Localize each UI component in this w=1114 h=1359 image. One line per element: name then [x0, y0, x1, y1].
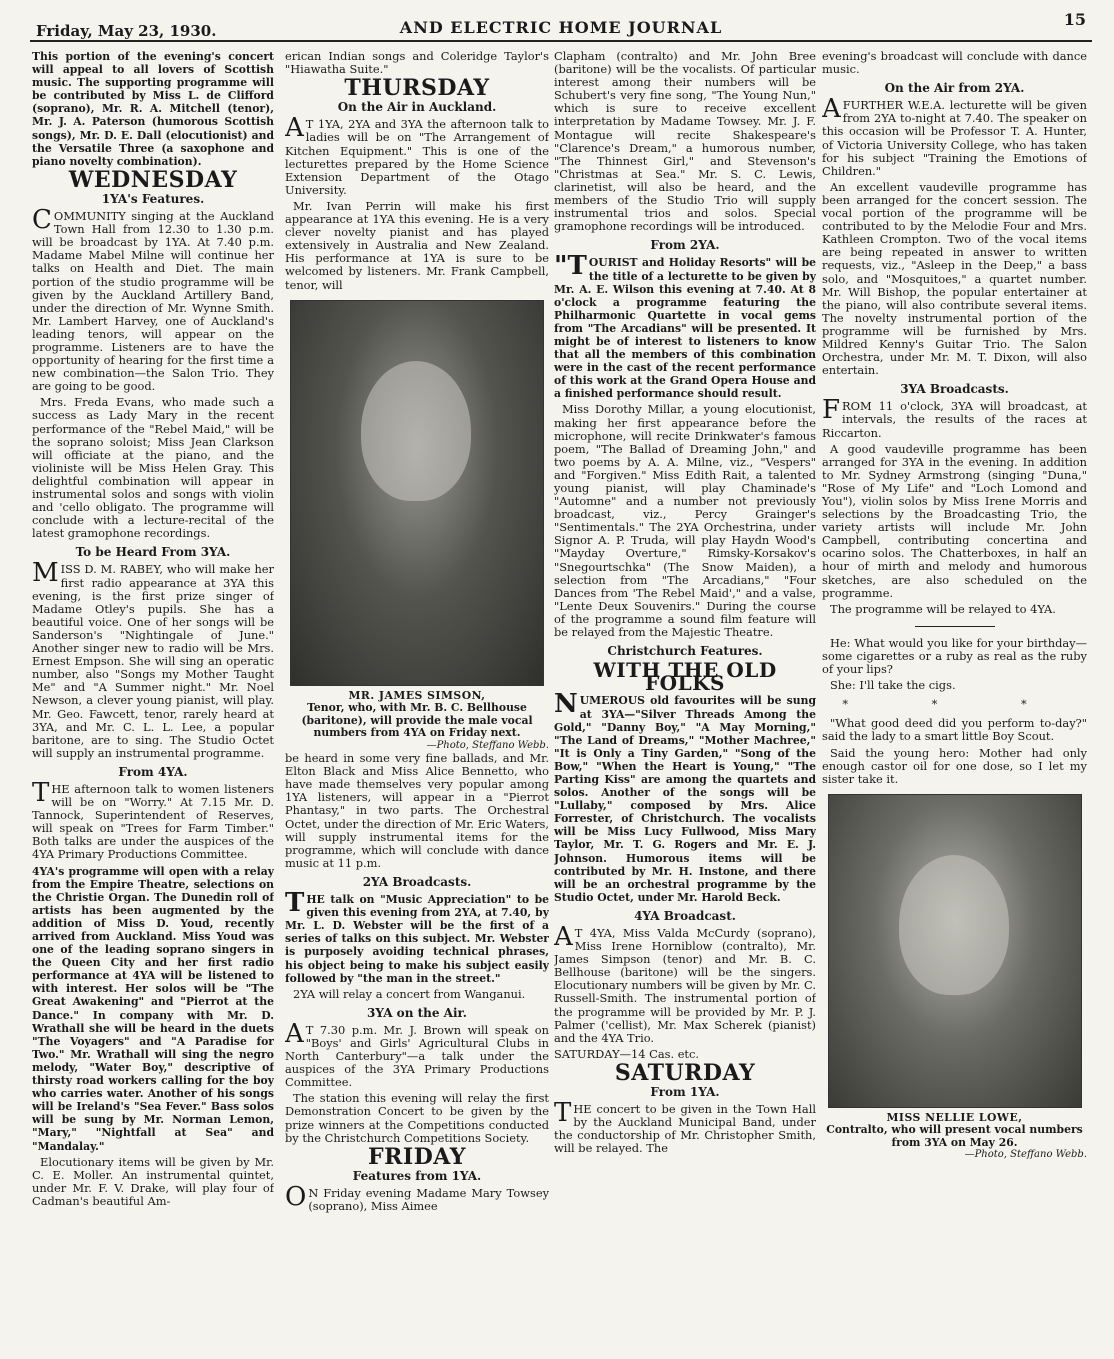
article-paragraph: SATURDAY—14 Cas. etc.: [554, 1046, 700, 1061]
photo-caption: [822, 1112, 1087, 1162]
subheading-4ya-broadcast: 4YA Broadcast.: [634, 908, 736, 923]
section-divider: [915, 626, 995, 627]
article-paragraph: erican Indian songs and Coleridge Taylor's "Hiawatha Suite.": [285, 50, 549, 77]
subheading-1ya-features: 1YA's Features.: [101, 191, 205, 206]
issue-date: Friday, May 23, 1930.: [36, 22, 217, 40]
subheading-3ya-broadcasts: 3YA Broadcasts.: [900, 382, 1009, 397]
article-paragraph: evening's broadcast will conclude with dance music.: [822, 50, 1087, 77]
article-paragraph-bold: NUMEROUS old favourites will be sung at 3YA—"Silver Threads Among the Gold," "Danny Boy," "A May Morning," "The Land of Dreams," "Mother Machree," "It is Only a Tiny Garden," "Song of the Bow," "When the Heart is Young," "The Parting Kiss" are among the quartets and solos. Another of the songs will be "Lullaby," composed by Mrs. Alice Forrester, of Christchurch. The vocalists will be Miss Lucy Fullwood, Miss Mary Taylor, Mr. T. G. Rogers and Mr. E. J. Johnson. Humorous items will be contributed by Mr. H. Instone, and there will be an orchestral programme by the Studio Octet, under Mr. Harold Beck.: [554, 689, 816, 904]
subheading-from-4ya: From 4YA.: [118, 764, 188, 779]
joke-line: She: I'll take the cigs.: [830, 678, 956, 693]
article-paragraph-bold: THE talk on "Music Appreciation" to be given this evening from 2YA, at 7.40, by Mr. L. D. Webster will be the first of a series of talks on this subject. Mr. Webster is purposely avoiding technical phrases, his object being to make his subject easily followed by "the man in the street.": [285, 888, 549, 985]
joke-line: He: What would you like for your birthday—some cigarettes or a ruby as real as the ruby of your lips?: [822, 635, 1087, 677]
article-paragraph-bold: "TOURIST and Holiday Resorts" will be the title of a lecturette to be given by Mr. A. E. Wilson this evening at 7.40. At 8 o'clock a programme featuring the Philharmonic Quartette in vocal gems from "The Arcadians" will be presented. It might be of interest to listeners to know that all the members of this combination were in the cast of the recent performance of this work at the Grand Opera House and a finished performance should result.: [554, 251, 816, 401]
portrait-face: [899, 855, 1009, 995]
photo-caption: [285, 690, 549, 753]
old-folks-heading: WITH THE OLD FOLKS: [593, 658, 777, 696]
scottish-intro: This portion of the evening's concert will appeal to all lovers of Scottish music. The supporting programme will be contributed by Miss L. de Clifford (soprano), Mr. R. A. Mitchell (tenor), Mr. J. A. Paterson (humorous Scottish songs), Mr. D. E. Dall (elocutionist) and the Versatile Three (a saxophone and piano novelty combination).: [32, 50, 274, 168]
article-paragraph-bold: 4YA's programme will open with a relay from the Empire Theatre, selections on the Christie Organ. The Dunedin roll of artists has been augmented by the addition of Miss D. Youd, recently arrived from Auckland. Miss Youd was one of the leading soprano singers in the Queen City and her first radio performance at 4YA will be listened to with interest. Her solos will be "The Great Awakening" and "Pierrot at the Dance." In company with Mr. D. Wrathall she will be heard in the duets "The Voyagers" and "A Paradise for Two." Mr. Wrathall will sing the negro melody, "Water Boy," descriptive of thirsty road workers calling for the boy who carries water. Another of his songs will be Ireland's "Sea Fever." Bass solos will be sung by Mr. Norman Lemon, "Mary," "Nightfall at Sea" and "Mandalay.": [32, 864, 274, 1153]
subheading-3ya-air: 3YA on the Air.: [367, 1005, 467, 1020]
subheading-christchurch: Christchurch Features.: [607, 644, 763, 659]
saturday-heading: SATURDAY: [614, 1059, 756, 1086]
caption-credit: —Photo, Steffano Webb.: [964, 1149, 1087, 1161]
column-1: [32, 50, 274, 1211]
article-paragraph: AT 4YA, Miss Valda McCurdy (soprano), Miss Irene Horniblow (contralto), Mr. James Simpson (tenor) and Mr. B. C. Bellhouse (baritone) will be the singers. Elocutionary numbers will be given by Mr. C. Russell-Smith. The instrumental portion of the programme will be provided by Mr. P. J. Palmer ('cellist), Mr. Max Scherek (pianist) and the 4YA Trio.: [554, 922, 816, 1045]
friday-heading: FRIDAY: [368, 1143, 466, 1170]
star-separator: * * *: [842, 697, 1067, 712]
joke-line: "What good deed did you perform to-day?" said the lady to a smart little Boy Scout.: [822, 716, 1087, 744]
subheading-heard-3ya: To be Heard From 3YA.: [75, 545, 231, 560]
photo-james-simson: [290, 300, 544, 686]
column-4: [822, 50, 1087, 1162]
column-2: [285, 50, 549, 1216]
article-paragraph: AT 7.30 p.m. Mr. J. Brown will speak on "Boys' and Girls' Agricultural Clubs in North Canterbury"—a talk under the auspices of the 3YA Primary Productions Committee.: [285, 1018, 549, 1090]
article-paragraph: A good vaudeville programme has been arranged for 3YA in the evening. In addition to Mr. Sydney Armstrong (singing "Duna," "Rose of My Life" and "Loch Lomond and You"), violin solos by Miss Irene Morris and selections by the Broadcasting Trio, the variety artists will include Mr. John Campbell, contributing concertina and ocarino solos. The Chatterboxes, in half an hour of mirth and melody and humorous sketches, are also scheduled on the programme.: [822, 441, 1087, 600]
article-paragraph: MISS D. M. RABEY, who will make her first radio appearance at 3YA this evening, is the first prize singer of Madame Otley's pupils. She has a beautiful voice. One of her songs will be Sanderson's "Nightingale of June." Another singer new to radio will be Mrs. Ernest Empson. She will sing an operatic number, also "Songs my Mother Taught Me" and "A Summer night." Mr. Noel Newson, a clever young pianist, will play. Mr. Geo. Fawcett, tenor, rarely heard at 3YA, and Mr. C. L. L. Lee, a popular baritone, are to sing. The Studio Octet will supply an instrumental programme.: [32, 558, 274, 760]
article-paragraph: AFURTHER W.E.A. lecturette will be given from 2YA to-night at 7.40. The speaker on this occasion will be Professor T. A. Hunter, of Victoria University College, who has taken for his subject "Training the Emotions of Children.": [822, 94, 1087, 178]
masthead: [30, 6, 1092, 42]
article-paragraph: Clapham (contralto) and Mr. John Bree (baritone) will be the vocalists. Of particular interest among their numbers will be Schubert's very fine song, "The Young Nun," which is sure to receive excellent interpretation by Madame Towsey. Mr. J. F. Montague will recite Shakespeare's "Clarence's Dream," a humorous number, "The Thinnest Girl," and Stevenson's "Christmas at Sea." Mr. S. C. Lewis, clarinetist, will also be heard, and the members of the Studio Trio will supply instrumental trios and solos. Special gramophone recordings will be introduced.: [554, 50, 816, 234]
subheading-features-1ya: Features from 1YA.: [352, 1168, 482, 1183]
article-paragraph: THE concert to be given in the Town Hall by the Auckland Municipal Band, under the conductorship of Mr. Christopher Smith, will be relayed. The: [554, 1098, 816, 1156]
photo-nellie-lowe: [828, 794, 1082, 1108]
subheading-from-2ya: From 2YA.: [650, 238, 720, 253]
caption-text: Contralto, who will present vocal numbers from 3YA on May 26.: [826, 1123, 1083, 1149]
thursday-heading: THURSDAY: [344, 75, 490, 102]
caption-name: MR. JAMES SIMSON,: [348, 688, 486, 702]
subheading-air-auckland: On the Air in Auckland.: [337, 100, 497, 115]
wednesday-heading: WEDNESDAY: [68, 166, 238, 193]
article-paragraph: An excellent vaudeville programme has been arranged for the concert session. The vocal portion of the programme will be contributed to by the Melodie Four and Mrs. Kathleen Crompton. Two of the vocal items are being repeated in answer to written requests, viz., "Asleep in the Deep," a bass solo, and "Mosquitoes," a quartet number. Mr. Will Bishop, the popular entertainer at the piano, will also contribute several items. The novelty instrumental portion of the programme will be furnished by Mrs. Mildred Kenny's Guitar Trio. The Salon Orchestra, under Mr. M. T. Dixon, will also entertain.: [822, 179, 1087, 378]
article-paragraph: ON Friday evening Madame Mary Towsey (soprano), Miss Aimee: [285, 1181, 549, 1213]
column-3: [554, 50, 816, 1159]
caption-name: MISS NELLIE LOWE,: [886, 1110, 1023, 1124]
article-paragraph: Elocutionary items will be given by Mr. C. E. Moller. An instrumental quintet, under Mr. F. V. Drake, will play four of Cadman's beautiful Am-: [32, 1154, 274, 1208]
article-paragraph: FROM 11 o'clock, 3YA will broadcast, at intervals, the results of the races at Riccarton.: [822, 395, 1087, 440]
article-paragraph: 2YA will relay a concert from Wanganui.: [293, 986, 526, 1001]
caption-text: Tenor, who, with Mr. B. C. Bellhouse (baritone), will provide the male vocal numbers from 4YA on Friday next.: [301, 701, 533, 740]
article-paragraph: AT 1YA, 2YA and 3YA the afternoon talk to ladies will be on "The Arrangement of Kitchen Equipment." This is one of the lecturettes prepared by the Home Science Extension Department of the Otago University.: [285, 113, 549, 197]
subheading-air-2ya: On the Air from 2YA.: [884, 81, 1025, 96]
joke-line: Said the young hero: Mother had only enough castor oil for one dose, so I let my sister take it.: [822, 745, 1087, 786]
article-paragraph: THE afternoon talk to women listeners will be on "Worry." At 7.15 Mr. D. Tannock, Superintendent of Reserves, will speak on "Trees for Farm Timber." Both talks are under the auspices of the 4YA Primary Productions Committee.: [32, 777, 274, 862]
caption-credit: —Photo, Steffano Webb.: [426, 739, 549, 751]
article-paragraph: be heard in some very fine ballads, and Mr. Elton Black and Miss Alice Bennetto, who have made themselves very popular among 1YA listeners, will appear in a "Pierrot Phantasy," in two parts. The Orchestral Octet, under the direction of Mr. Eric Waters, will supply instrumental items for the programme, which will conclude with dance music at 11 p.m.: [285, 751, 549, 870]
article-paragraph: The programme will be relayed to 4YA.: [830, 601, 1056, 616]
portrait-face: [361, 361, 471, 501]
article-paragraph: Miss Dorothy Millar, a young elocutionist, making her first appearance before the microphone, will recite Drinkwater's famous poem, "The Ballad of Dreaming John," and two poems by A. A. Milne, viz., "Vespers" and "Forgiven." Miss Edith Rait, a talented young pianist, will play Chaminade's "Automne" and a number not previously broadcast, viz., Percy Grainger's "Sentimentals." The 2YA Orchestrina, under Signor A. P. Truda, will play Haydn Wood's "Mayday Overture," Rimsky-Korsakov's "Snegourtschka" (The Snow Maiden), a selection from "The Arcadians," "Four Dances from 'The Rebel Maid'," and a valse, "Lente Deux Souvenirs." During the course of the programme a sound film feature will be relayed from the Majestic Theatre.: [554, 402, 816, 640]
subheading-from-1ya: From 1YA.: [650, 1085, 720, 1100]
journal-title: AND ELECTRIC HOME JOURNAL: [399, 18, 723, 37]
article-paragraph: COMMUNITY singing at the Auckland Town Hall from 12.30 to 1.30 p.m. will be broadcast by 1YA. At 7.40 p.m. Madame Mabel Milne will continue her talks on Health and Diet. The main portion of the studio programme will be given by the Auckland Artillery Band, under the direction of Mr. Wynne Smith. Mr. Lambert Harvey, one of Auckland's leading tenors, will appear on the programme. Listeners are to have the opportunity of hearing for the first time a new combination—the Salon Trio. They are going to be good.: [32, 205, 274, 394]
article-paragraph: The station this evening will relay the first Demonstration Concert to be given by the prize winners at the Competitions conducted by the Christchurch Competitions Society.: [285, 1091, 549, 1145]
subheading-2ya-broadcasts: 2YA Broadcasts.: [362, 874, 472, 889]
article-paragraph: Mr. Ivan Perrin will make his first appearance at 1YA this evening. He is a very clever novelty pianist and has played extensively in Australia and New Zealand. His performance at 1YA is sure to be welcomed by listeners. Mr. Frank Campbell, tenor, will: [285, 198, 549, 292]
article-paragraph: Mrs. Freda Evans, who made such a success as Lady Mary in the recent performance of the "Rebel Maid," will be the soprano soloist; Miss Jean Clarkson will officiate at the piano, and the violiniste will be Miss Helen Gray. This delightful combination will appear in instrumental solos and songs with violin and 'cello obligato. The programme will conclude with a lecture-recital of the latest gramophone recordings.: [32, 395, 274, 541]
page-number: 15: [1063, 10, 1086, 29]
